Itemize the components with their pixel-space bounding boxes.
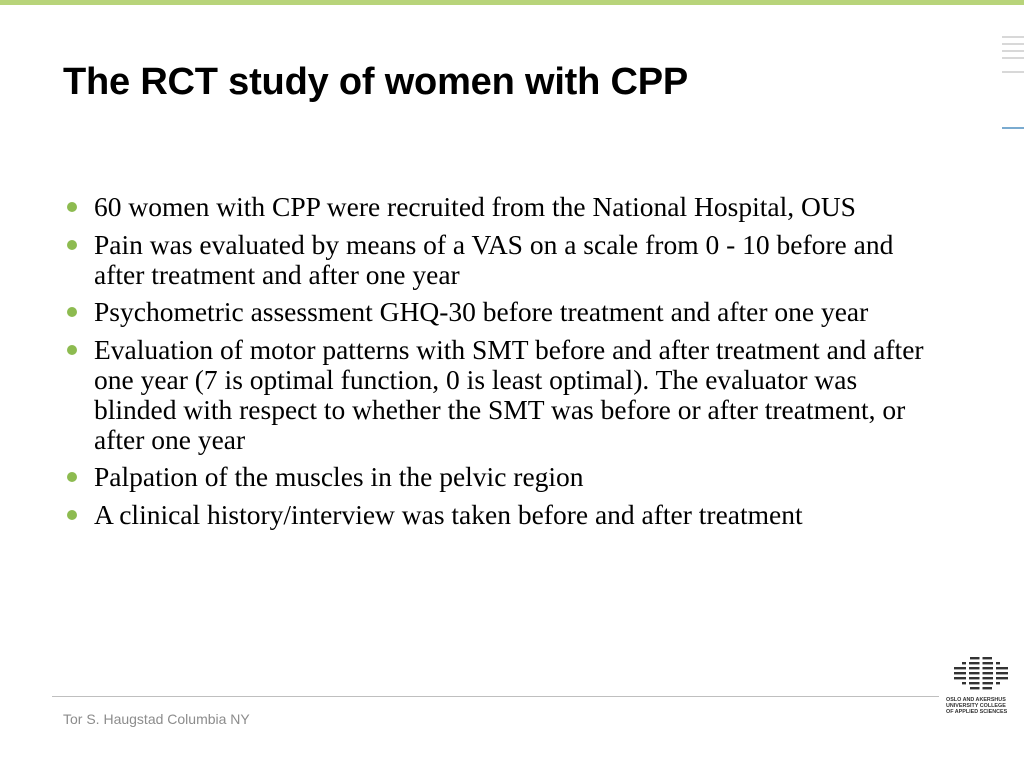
bullet-item bbox=[63, 230, 943, 290]
university-logo bbox=[946, 656, 1016, 728]
slide-title: The RCT study of women with CPP bbox=[63, 61, 689, 103]
bullet-text: Palpation of the muscles in the pelvic region bbox=[94, 461, 584, 492]
university-logo-mark-icon bbox=[950, 656, 1012, 694]
logo-text-line: OSLO AND AKERSHUS bbox=[946, 697, 1006, 703]
bullet-item bbox=[63, 500, 943, 530]
bullet-dot-icon bbox=[67, 472, 77, 482]
footer-divider bbox=[52, 696, 939, 697]
bullet-text: A clinical history/interview was taken before and after treatment bbox=[94, 498, 803, 530]
bullet-text: Pain was evaluated by means of a VAS on a scale from 0 - 10 before and after treatment and after one year bbox=[94, 228, 894, 290]
footer-text: Tor S. Haugstad Columbia NY bbox=[63, 711, 250, 727]
bullet-item bbox=[63, 335, 943, 455]
bullet-item bbox=[63, 297, 943, 327]
bullet-dot-icon bbox=[67, 345, 77, 355]
bullet-dot-icon bbox=[67, 202, 77, 212]
top-accent-bar bbox=[0, 0, 1024, 5]
logo-text-line: OF APPLIED SCIENCES bbox=[946, 709, 1008, 716]
bullet-dot-icon bbox=[67, 240, 77, 250]
bullet-text: Evaluation of motor patterns with SMT before and after treatment and after one year (7 is optimal function, 0 is least optimal). The evaluator was blinded with respect to whether the SMT was before or after treatment, or after one year bbox=[94, 333, 924, 455]
bullet-text: Psychometric assessment GHQ-30 before treatment and after one year bbox=[94, 296, 869, 327]
corner-lines-decoration bbox=[1002, 0, 1024, 140]
logo-text-line: UNIVERSITY COLLEGE bbox=[946, 703, 1006, 710]
bullet-text: 60 women with CPP were recruited from the National Hospital, OUS bbox=[94, 191, 856, 222]
bullet-item bbox=[63, 192, 943, 222]
bullet-dot-icon bbox=[67, 510, 77, 520]
bullet-item bbox=[63, 462, 943, 492]
bullet-dot-icon bbox=[67, 307, 77, 317]
bullet-list bbox=[63, 192, 943, 537]
